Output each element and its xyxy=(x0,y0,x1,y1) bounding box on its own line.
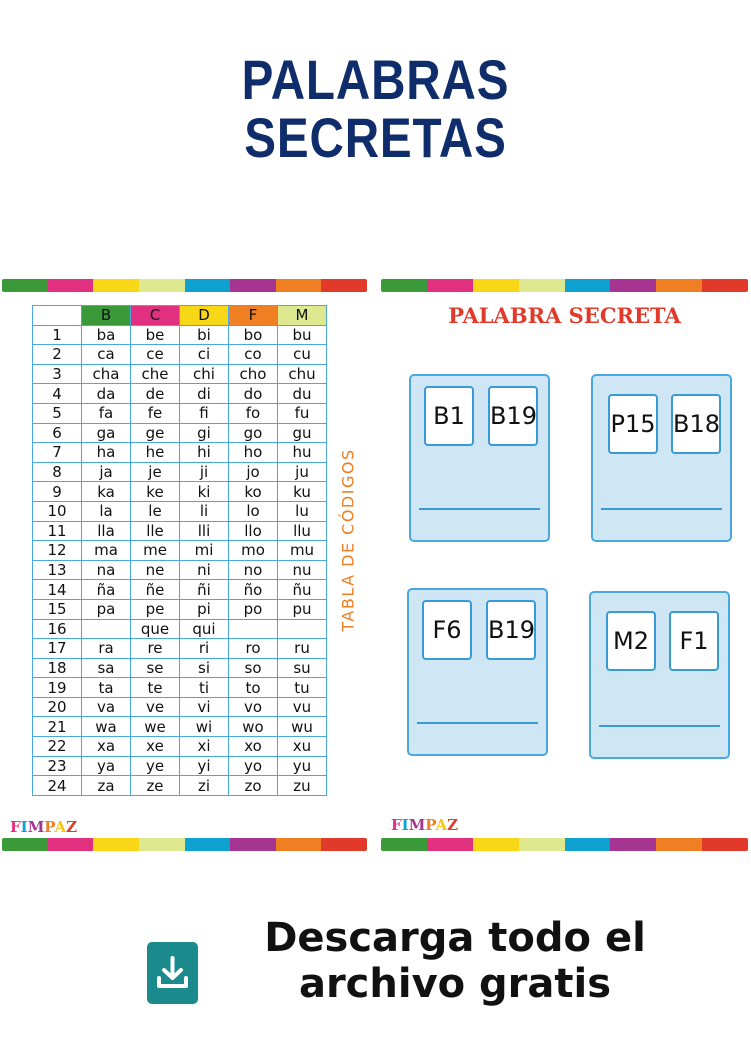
syllable-cell: ñe xyxy=(131,580,180,600)
row-number: 13 xyxy=(33,560,82,580)
secret-card xyxy=(591,374,732,542)
bar-segment xyxy=(565,838,611,851)
syllable-cell: ju xyxy=(278,462,327,482)
bar-segment xyxy=(702,838,748,851)
syllable-cell: pi xyxy=(180,599,229,619)
syllable-cell: re xyxy=(131,639,180,659)
syllable-cell: ñu xyxy=(278,580,327,600)
row-number: 8 xyxy=(33,462,82,482)
code-box: B1 xyxy=(424,386,474,446)
bar-segment xyxy=(230,838,276,851)
secret-card xyxy=(589,591,730,759)
syllable-cell: yi xyxy=(180,756,229,776)
table-row xyxy=(33,423,327,443)
syllable-cell: da xyxy=(82,384,131,404)
syllable-cell: lla xyxy=(82,521,131,541)
table-row xyxy=(33,325,327,345)
syllable-cell: de xyxy=(131,384,180,404)
row-number: 5 xyxy=(33,403,82,423)
title-line-1: PALABRAS xyxy=(241,48,510,111)
table-row xyxy=(33,580,327,600)
syllable-cell: nu xyxy=(278,560,327,580)
syllable-cell: ye xyxy=(131,756,180,776)
code-box: B19 xyxy=(488,386,538,446)
syllable-cell: xu xyxy=(278,737,327,757)
table-row xyxy=(33,501,327,521)
syllable-cell: xi xyxy=(180,737,229,757)
syllable-cell: yu xyxy=(278,756,327,776)
table-row xyxy=(33,403,327,423)
table-row xyxy=(33,756,327,776)
column-header: C xyxy=(131,306,180,326)
syllable-cell: wu xyxy=(278,717,327,737)
row-number: 19 xyxy=(33,678,82,698)
syllable-cell: ja xyxy=(82,462,131,482)
table-row xyxy=(33,384,327,404)
syllable-cell: cho xyxy=(229,364,278,384)
syllable-cell: ve xyxy=(131,697,180,717)
header-corner xyxy=(33,306,82,326)
syllable-cell: ka xyxy=(82,482,131,502)
table-row xyxy=(33,639,327,659)
syllable-cell: fe xyxy=(131,403,180,423)
syllable-cell: lli xyxy=(180,521,229,541)
bar-segment xyxy=(565,279,611,292)
code-table xyxy=(32,305,327,796)
bar-segment xyxy=(2,279,48,292)
syllable-cell: ze xyxy=(131,776,180,796)
row-number: 23 xyxy=(33,756,82,776)
color-bar xyxy=(381,838,748,851)
syllable-cell: ni xyxy=(180,560,229,580)
syllable-cell: ci xyxy=(180,345,229,365)
row-number: 20 xyxy=(33,697,82,717)
bar-segment xyxy=(2,838,48,851)
table-row xyxy=(33,364,327,384)
syllable-cell: we xyxy=(131,717,180,737)
bar-segment xyxy=(427,838,473,851)
table-row xyxy=(33,619,327,639)
bar-segment xyxy=(519,279,565,292)
syllable-cell: tu xyxy=(278,678,327,698)
answer-line[interactable] xyxy=(599,725,720,727)
syllable-cell: xa xyxy=(82,737,131,757)
answer-line[interactable] xyxy=(419,508,540,510)
code-box: B18 xyxy=(671,394,721,454)
syllable-cell: co xyxy=(229,345,278,365)
bar-segment xyxy=(610,279,656,292)
syllable-cell: zo xyxy=(229,776,278,796)
bar-segment xyxy=(139,279,185,292)
bar-segment xyxy=(93,838,139,851)
bar-segment xyxy=(93,279,139,292)
syllable-cell: chi xyxy=(180,364,229,384)
bar-segment xyxy=(473,838,519,851)
syllable-cell: ji xyxy=(180,462,229,482)
bar-segment xyxy=(185,838,231,851)
table-row xyxy=(33,776,327,796)
table-row xyxy=(33,737,327,757)
row-number: 9 xyxy=(33,482,82,502)
row-number: 1 xyxy=(33,325,82,345)
secret-card xyxy=(407,588,548,756)
answer-line[interactable] xyxy=(417,722,538,724)
syllable-cell: vo xyxy=(229,697,278,717)
syllable-cell: la xyxy=(82,501,131,521)
syllable-cell: su xyxy=(278,658,327,678)
row-number: 14 xyxy=(33,580,82,600)
syllable-cell: po xyxy=(229,599,278,619)
syllable-cell: za xyxy=(82,776,131,796)
syllable-cell: ta xyxy=(82,678,131,698)
code-box: F6 xyxy=(422,600,472,660)
syllable-cell: li xyxy=(180,501,229,521)
syllable-cell: bi xyxy=(180,325,229,345)
cta-line-2[interactable]: archivo gratis xyxy=(298,961,612,1007)
row-number: 24 xyxy=(33,776,82,796)
bar-segment xyxy=(276,279,322,292)
syllable-cell: mo xyxy=(229,541,278,561)
syllable-cell: bo xyxy=(229,325,278,345)
syllable-cell: pu xyxy=(278,599,327,619)
download-icon xyxy=(147,942,198,1004)
bar-segment xyxy=(473,279,519,292)
syllable-cell: fo xyxy=(229,403,278,423)
syllable-cell: je xyxy=(131,462,180,482)
syllable-cell: ru xyxy=(278,639,327,659)
syllable-cell: jo xyxy=(229,462,278,482)
syllable-cell: che xyxy=(131,364,180,384)
code-box: M2 xyxy=(606,611,656,671)
row-number: 12 xyxy=(33,541,82,561)
syllable-cell: llu xyxy=(278,521,327,541)
secret-card xyxy=(409,374,550,542)
row-number: 2 xyxy=(33,345,82,365)
bar-segment xyxy=(321,279,367,292)
syllable-cell: na xyxy=(82,560,131,580)
column-header: D xyxy=(180,306,229,326)
download-text[interactable] xyxy=(250,915,660,1007)
syllable-cell: ma xyxy=(82,541,131,561)
table-row xyxy=(33,599,327,619)
syllable-cell: qui xyxy=(180,619,229,639)
syllable-cell: no xyxy=(229,560,278,580)
syllable-cell: fi xyxy=(180,403,229,423)
syllable-cell: ba xyxy=(82,325,131,345)
bar-segment xyxy=(276,838,322,851)
bar-segment xyxy=(656,279,702,292)
syllable-cell: wo xyxy=(229,717,278,737)
syllable-cell: zi xyxy=(180,776,229,796)
syllable-cell: ya xyxy=(82,756,131,776)
syllable-cell: se xyxy=(131,658,180,678)
syllable-cell: vu xyxy=(278,697,327,717)
syllable-cell: di xyxy=(180,384,229,404)
syllable-cell: lo xyxy=(229,501,278,521)
syllable-cell: ce xyxy=(131,345,180,365)
column-header: B xyxy=(82,306,131,326)
syllable-cell: te xyxy=(131,678,180,698)
syllable-cell: va xyxy=(82,697,131,717)
bar-segment xyxy=(519,838,565,851)
bar-segment xyxy=(610,838,656,851)
table-row xyxy=(33,462,327,482)
syllable-cell: so xyxy=(229,658,278,678)
syllable-cell: ne xyxy=(131,560,180,580)
table-row xyxy=(33,541,327,561)
brand-logo: FIMPAZ xyxy=(10,818,78,836)
syllable-cell: yo xyxy=(229,756,278,776)
table-row xyxy=(33,482,327,502)
bar-segment xyxy=(702,279,748,292)
table-row xyxy=(33,717,327,737)
bar-segment xyxy=(230,279,276,292)
syllable-cell: hu xyxy=(278,443,327,463)
panel-title: PALABRA SECRETA xyxy=(448,303,681,328)
row-number: 17 xyxy=(33,639,82,659)
syllable-cell: ri xyxy=(180,639,229,659)
syllable-cell: ku xyxy=(278,482,327,502)
syllable-cell: be xyxy=(131,325,180,345)
syllable-cell: ñi xyxy=(180,580,229,600)
syllable-cell: wi xyxy=(180,717,229,737)
column-header: F xyxy=(229,306,278,326)
syllable-cell: wa xyxy=(82,717,131,737)
syllable-cell: vi xyxy=(180,697,229,717)
syllable-cell: he xyxy=(131,443,180,463)
row-number: 3 xyxy=(33,364,82,384)
bar-segment xyxy=(427,279,473,292)
syllable-cell: le xyxy=(131,501,180,521)
download-button[interactable] xyxy=(147,942,198,1004)
syllable-cell: ga xyxy=(82,423,131,443)
bar-segment xyxy=(656,838,702,851)
syllable-cell: que xyxy=(131,619,180,639)
syllable-cell: go xyxy=(229,423,278,443)
color-bar xyxy=(2,838,367,851)
row-number: 10 xyxy=(33,501,82,521)
row-number: 22 xyxy=(33,737,82,757)
answer-line[interactable] xyxy=(601,508,722,510)
syllable-cell: du xyxy=(278,384,327,404)
bar-segment xyxy=(321,838,367,851)
syllable-cell xyxy=(82,619,131,639)
column-header: M xyxy=(278,306,327,326)
bar-segment xyxy=(185,279,231,292)
syllable-cell: gu xyxy=(278,423,327,443)
table-row xyxy=(33,443,327,463)
syllable-cell: chu xyxy=(278,364,327,384)
syllable-cell: ti xyxy=(180,678,229,698)
syllable-cell: fu xyxy=(278,403,327,423)
cta-line-1[interactable]: Descarga todo el xyxy=(264,915,646,961)
row-number: 4 xyxy=(33,384,82,404)
syllable-cell: ro xyxy=(229,639,278,659)
syllable-cell: pe xyxy=(131,599,180,619)
bar-segment xyxy=(381,279,427,292)
syllable-cell: ha xyxy=(82,443,131,463)
table-row xyxy=(33,678,327,698)
syllable-cell: si xyxy=(180,658,229,678)
syllable-cell: ko xyxy=(229,482,278,502)
syllable-cell: gi xyxy=(180,423,229,443)
syllable-cell: ña xyxy=(82,580,131,600)
row-number: 21 xyxy=(33,717,82,737)
table-row xyxy=(33,521,327,541)
side-label: TABLA DE CÓDIGOS xyxy=(338,448,358,632)
syllable-cell: ho xyxy=(229,443,278,463)
code-box: P15 xyxy=(608,394,658,454)
syllable-cell xyxy=(229,619,278,639)
syllable-cell: do xyxy=(229,384,278,404)
table-header-row xyxy=(33,306,327,326)
table-row xyxy=(33,560,327,580)
row-number: 18 xyxy=(33,658,82,678)
syllable-cell: cu xyxy=(278,345,327,365)
color-bar xyxy=(2,279,367,292)
syllable-cell: lle xyxy=(131,521,180,541)
syllable-cell: xo xyxy=(229,737,278,757)
code-box: F1 xyxy=(669,611,719,671)
syllable-cell: bu xyxy=(278,325,327,345)
syllable-cell: ca xyxy=(82,345,131,365)
syllable-cell: to xyxy=(229,678,278,698)
bar-segment xyxy=(48,279,94,292)
syllable-cell: xe xyxy=(131,737,180,757)
syllable-cell: ño xyxy=(229,580,278,600)
row-number: 15 xyxy=(33,599,82,619)
syllable-cell: zu xyxy=(278,776,327,796)
syllable-cell: mi xyxy=(180,541,229,561)
table-row xyxy=(33,345,327,365)
brand-logo: FIMPAZ xyxy=(391,816,459,834)
row-number: 11 xyxy=(33,521,82,541)
table-row xyxy=(33,658,327,678)
syllable-cell xyxy=(278,619,327,639)
row-number: 6 xyxy=(33,423,82,443)
syllable-cell: mu xyxy=(278,541,327,561)
syllable-cell: sa xyxy=(82,658,131,678)
row-number: 16 xyxy=(33,619,82,639)
bar-segment xyxy=(48,838,94,851)
syllable-cell: ge xyxy=(131,423,180,443)
syllable-cell: me xyxy=(131,541,180,561)
color-bar xyxy=(381,279,748,292)
syllable-cell: cha xyxy=(82,364,131,384)
syllable-cell: hi xyxy=(180,443,229,463)
syllable-cell: lu xyxy=(278,501,327,521)
syllable-cell: fa xyxy=(82,403,131,423)
table-row xyxy=(33,697,327,717)
syllable-cell: ke xyxy=(131,482,180,502)
syllable-cell: llo xyxy=(229,521,278,541)
syllable-cell: ra xyxy=(82,639,131,659)
syllable-cell: ki xyxy=(180,482,229,502)
title-line-2: SECRETAS xyxy=(244,106,507,169)
bar-segment xyxy=(139,838,185,851)
syllable-cell: pa xyxy=(82,599,131,619)
row-number: 7 xyxy=(33,443,82,463)
bar-segment xyxy=(381,838,427,851)
code-box: B19 xyxy=(486,600,536,660)
